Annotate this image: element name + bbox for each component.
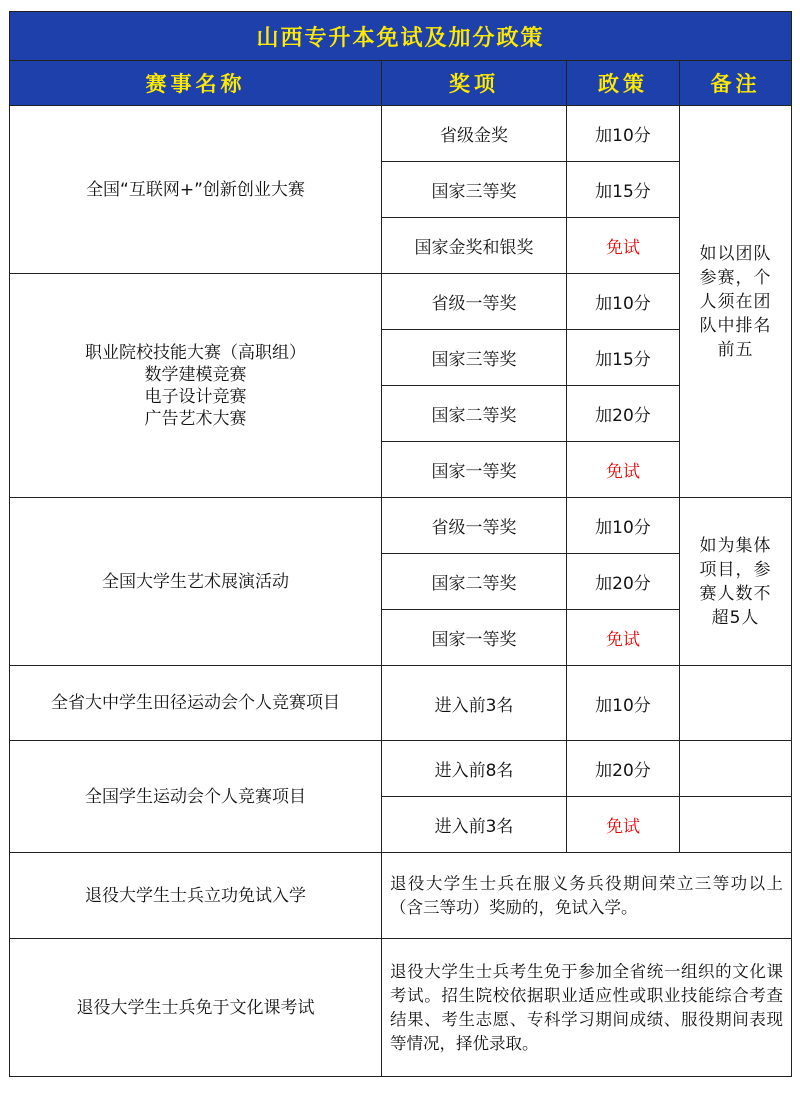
award-cell: 国家一等奖 — [382, 442, 567, 498]
policy-cell: 加15分 — [567, 162, 680, 218]
competition-name-line: 数学建模竞赛 — [144, 364, 247, 385]
policy-cell-exempt: 免试 — [567, 797, 680, 853]
award-cell: 国家金奖和银奖 — [382, 218, 567, 274]
award-cell: 国家二等奖 — [382, 554, 567, 610]
competition-name-line: 全国大学生艺术展演活动 — [102, 571, 289, 592]
competition-name — [10, 274, 382, 498]
table-row — [10, 741, 792, 797]
award-cell: 省级一等奖 — [382, 274, 567, 330]
competition-name-line: 职业院校技能大赛（高职组） — [85, 342, 306, 363]
remark-line: 人须在团 — [699, 291, 772, 312]
remark-line: 如为集体 — [699, 535, 772, 556]
table-row — [10, 666, 792, 741]
veteran-policy-text: 退役大学生士兵考生免于参加全省统一组织的文化课考试。招生院校依据职业适应性或职业技能综合考查结果、考生志愿、专科学习期间成绩、服役期间表现等情况，择优录取。 — [382, 939, 792, 1077]
policy-table — [9, 11, 792, 1077]
policy-cell: 加10分 — [567, 106, 680, 162]
policy-cell: 加20分 — [567, 741, 680, 797]
table-row — [10, 939, 792, 1077]
remark-line: 参赛，个 — [699, 267, 772, 288]
policy-cell-exempt: 免试 — [567, 442, 680, 498]
competition-name — [10, 741, 382, 853]
policy-cell: 加15分 — [567, 330, 680, 386]
award-cell: 国家三等奖 — [382, 330, 567, 386]
policy-cell: 加20分 — [567, 386, 680, 442]
policy-cell-exempt: 免试 — [567, 218, 680, 274]
policy-document — [9, 11, 791, 1077]
remark-team — [680, 106, 792, 498]
award-cell: 国家三等奖 — [382, 162, 567, 218]
remark-line: 赛人数不 — [699, 583, 772, 604]
competition-name-line: 全国“互联网+”创新创业大赛 — [86, 179, 305, 200]
competition-name-line: 广告艺术大赛 — [144, 408, 247, 429]
competition-name-line: 全国学生运动会个人竞赛项目 — [85, 786, 306, 807]
remark-group — [680, 498, 792, 666]
veteran-policy-name: 退役大学生士兵免于文化课考试 — [10, 939, 382, 1077]
remark-line: 超5人 — [711, 607, 760, 628]
policy-cell: 加10分 — [567, 274, 680, 330]
veteran-policy-text: 退役大学生士兵在服义务兵役期间荣立三等功以上（含三等功）奖励的，免试入学。 — [382, 853, 792, 939]
award-cell: 国家二等奖 — [382, 386, 567, 442]
remark-line: 如以团队 — [699, 243, 772, 264]
policy-cell: 加20分 — [567, 554, 680, 610]
competition-name — [10, 498, 382, 666]
competition-name-line: 全省大中学生田径运动会个人竞赛项目 — [51, 693, 340, 713]
header-name: 赛事名称 — [10, 61, 382, 106]
table-row — [10, 274, 792, 330]
header-row — [10, 61, 792, 106]
remark-empty — [680, 797, 792, 853]
table-row — [10, 853, 792, 939]
table-row — [10, 106, 792, 162]
remark-line: 前五 — [717, 339, 754, 360]
header-policy: 政策 — [567, 61, 680, 106]
competition-name-line: 电子设计竞赛 — [144, 386, 247, 407]
veteran-policy-name: 退役大学生士兵立功免试入学 — [10, 853, 382, 939]
award-cell: 进入前3名 — [382, 666, 567, 741]
remark-empty — [680, 666, 792, 741]
table-title: 山西专升本免试及加分政策 — [10, 12, 792, 61]
title-row — [10, 12, 792, 61]
competition-name — [10, 666, 382, 741]
policy-cell-exempt: 免试 — [567, 610, 680, 666]
remark-line: 项目，参 — [699, 559, 772, 580]
header-award: 奖项 — [382, 61, 567, 106]
remark-line: 队中排名 — [699, 315, 772, 336]
award-cell: 进入前8名 — [382, 741, 567, 797]
header-remark: 备注 — [680, 61, 792, 106]
award-cell: 国家一等奖 — [382, 610, 567, 666]
award-cell: 进入前3名 — [382, 797, 567, 853]
remark-empty — [680, 741, 792, 797]
policy-cell: 加10分 — [567, 666, 680, 741]
award-cell: 省级金奖 — [382, 106, 567, 162]
table-row — [10, 498, 792, 554]
policy-cell: 加10分 — [567, 498, 680, 554]
competition-name — [10, 106, 382, 274]
award-cell: 省级一等奖 — [382, 498, 567, 554]
